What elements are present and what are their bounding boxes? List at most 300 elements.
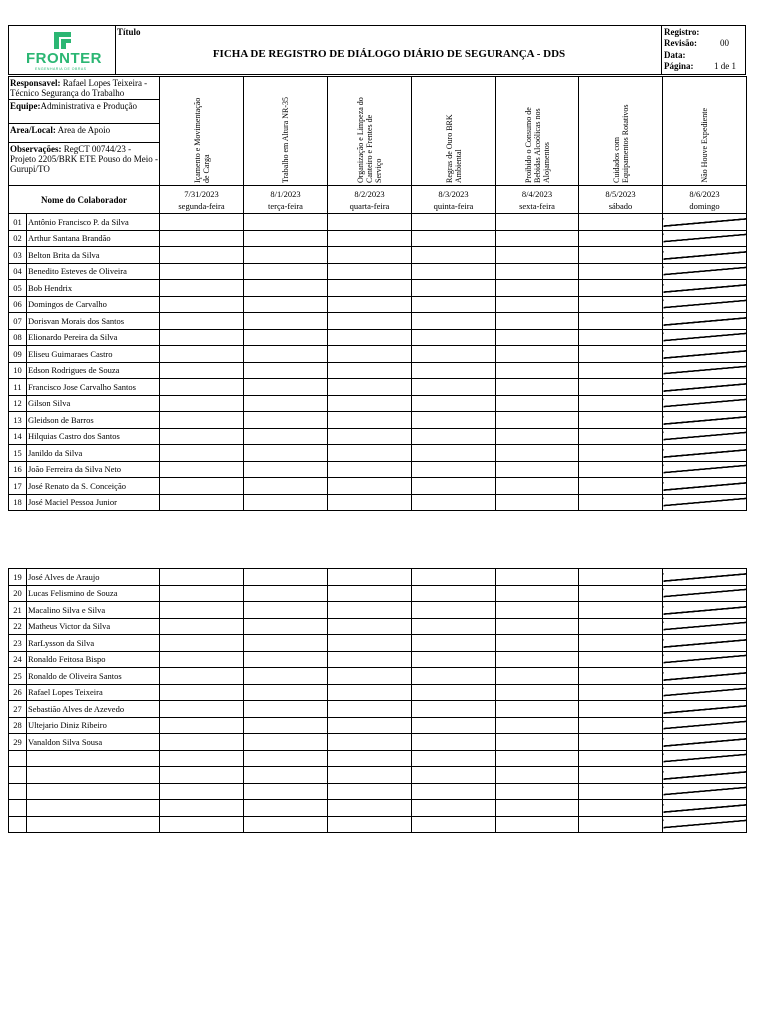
signature-cell[interactable] (496, 412, 579, 429)
signature-cell[interactable] (244, 263, 328, 280)
title-cell (116, 26, 662, 74)
signature-cell[interactable] (579, 602, 663, 619)
signature-cell[interactable] (328, 445, 412, 462)
signature-cell[interactable] (496, 296, 579, 313)
titulo-label: Título (117, 27, 141, 37)
signature-cell[interactable] (663, 214, 747, 231)
signature-cell[interactable] (496, 602, 579, 619)
table-row (9, 362, 747, 379)
signature-cell[interactable] (328, 717, 412, 734)
row-number: 06 (9, 296, 27, 313)
signature-cell[interactable] (663, 395, 747, 412)
row-number: 09 (9, 346, 27, 363)
signature-cell[interactable] (663, 783, 747, 800)
signature-cell[interactable] (160, 313, 244, 330)
employee-name (27, 800, 160, 817)
signature-cell[interactable] (496, 329, 579, 346)
signature-cell[interactable] (663, 461, 747, 478)
signature-cell[interactable] (328, 618, 412, 635)
signature-cell[interactable] (579, 346, 663, 363)
signature-cell[interactable] (663, 230, 747, 247)
signature-cell[interactable] (663, 701, 747, 718)
signature-cell[interactable] (496, 767, 579, 784)
table-row (9, 717, 747, 734)
signature-cell[interactable] (412, 701, 496, 718)
signature-cell[interactable] (663, 717, 747, 734)
signature-cell[interactable] (244, 412, 328, 429)
signature-cell[interactable] (663, 800, 747, 817)
signature-cell[interactable] (496, 800, 579, 817)
employee-name: Janildo da Silva (27, 445, 160, 462)
table-row (9, 701, 747, 718)
signature-cell[interactable] (244, 494, 328, 511)
signature-cell[interactable] (496, 445, 579, 462)
signature-cell[interactable] (160, 329, 244, 346)
signature-cell[interactable] (663, 445, 747, 462)
signature-cell[interactable] (663, 329, 747, 346)
signature-cell[interactable] (496, 635, 579, 652)
signature-cell[interactable] (244, 635, 328, 652)
signature-cell[interactable] (579, 635, 663, 652)
signature-cell[interactable] (579, 461, 663, 478)
signature-cell[interactable] (663, 602, 747, 619)
signature-cell[interactable] (579, 428, 663, 445)
signature-cell[interactable] (663, 651, 747, 668)
signature-cell[interactable] (160, 585, 244, 602)
employee-name: Dorisvan Morais dos Santos (27, 313, 160, 330)
signature-cell[interactable] (663, 362, 747, 379)
signature-cell[interactable] (579, 569, 663, 586)
signature-cell[interactable] (328, 635, 412, 652)
signature-cell[interactable] (496, 379, 579, 396)
signature-cell[interactable] (160, 280, 244, 297)
signature-cell[interactable] (244, 478, 328, 495)
row-number (9, 816, 27, 833)
signature-cell[interactable] (328, 214, 412, 231)
signature-cell[interactable] (496, 684, 579, 701)
signature-cell[interactable] (579, 230, 663, 247)
signature-cell[interactable] (496, 816, 579, 833)
row-number: 29 (9, 734, 27, 751)
signature-cell[interactable] (579, 717, 663, 734)
signature-cell[interactable] (663, 684, 747, 701)
signature-cell[interactable] (328, 783, 412, 800)
signature-cell[interactable] (579, 800, 663, 817)
signature-cell[interactable] (496, 734, 579, 751)
signature-cell[interactable] (496, 783, 579, 800)
signature-cell[interactable] (328, 412, 412, 429)
signature-cell[interactable] (412, 445, 496, 462)
signature-cell[interactable] (579, 701, 663, 718)
signature-cell[interactable] (244, 816, 328, 833)
signature-cell[interactable] (328, 428, 412, 445)
signature-cell[interactable] (412, 214, 496, 231)
signature-cell[interactable] (496, 569, 579, 586)
signature-cell[interactable] (328, 379, 412, 396)
signature-cell[interactable] (663, 734, 747, 751)
row-number: 01 (9, 214, 27, 231)
signature-cell[interactable] (328, 800, 412, 817)
employee-name: Matheus Victor da Silva (27, 618, 160, 635)
signature-cell[interactable] (496, 395, 579, 412)
row-number: 12 (9, 395, 27, 412)
signature-cell[interactable] (160, 668, 244, 685)
info-table (8, 76, 747, 214)
employee-name: Rafael Lopes Teixeira (27, 684, 160, 701)
signature-cell[interactable] (579, 362, 663, 379)
signature-cell[interactable] (160, 569, 244, 586)
signature-cell[interactable] (328, 478, 412, 495)
signature-cell[interactable] (244, 313, 328, 330)
signature-cell[interactable] (579, 684, 663, 701)
signature-cell[interactable] (496, 618, 579, 635)
signature-cell[interactable] (160, 214, 244, 231)
signature-cell[interactable] (160, 346, 244, 363)
row-number: 26 (9, 684, 27, 701)
table-row (9, 651, 747, 668)
signature-cell[interactable] (496, 717, 579, 734)
signature-cell[interactable] (663, 379, 747, 396)
signature-cell[interactable] (579, 412, 663, 429)
signature-cell[interactable] (496, 668, 579, 685)
signature-cell[interactable] (412, 230, 496, 247)
employee-name (27, 816, 160, 833)
signature-cell[interactable] (663, 346, 747, 363)
signature-cell[interactable] (328, 602, 412, 619)
signature-cell[interactable] (663, 247, 747, 264)
signature-cell[interactable] (160, 445, 244, 462)
signature-cell[interactable] (412, 569, 496, 586)
signature-cell[interactable] (328, 767, 412, 784)
signature-cell[interactable] (328, 668, 412, 685)
signature-cell[interactable] (160, 247, 244, 264)
row-number: 24 (9, 651, 27, 668)
signature-cell[interactable] (160, 717, 244, 734)
employee-name (27, 783, 160, 800)
signature-cell[interactable] (412, 816, 496, 833)
signature-cell[interactable] (244, 717, 328, 734)
row-number: 11 (9, 379, 27, 396)
signature-cell[interactable] (663, 296, 747, 313)
signature-cell[interactable] (412, 750, 496, 767)
signature-cell[interactable] (412, 428, 496, 445)
signature-cell[interactable] (160, 461, 244, 478)
signature-cell[interactable] (579, 585, 663, 602)
signature-cell[interactable] (663, 585, 747, 602)
signature-cell[interactable] (244, 445, 328, 462)
signature-cell[interactable] (579, 313, 663, 330)
signature-cell[interactable] (579, 263, 663, 280)
signature-cell[interactable] (328, 651, 412, 668)
row-number (9, 783, 27, 800)
signature-cell[interactable] (328, 346, 412, 363)
signature-cell[interactable] (244, 651, 328, 668)
signature-cell[interactable] (496, 313, 579, 330)
signature-cell[interactable] (496, 428, 579, 445)
signature-cell[interactable] (328, 585, 412, 602)
signature-cell[interactable] (160, 783, 244, 800)
signature-cell[interactable] (412, 734, 496, 751)
equipe-cell: Equipe:Administrativa e Produção (9, 100, 160, 124)
area-cell: Area/Local: Area de Apoio (9, 124, 160, 143)
signature-cell[interactable] (663, 280, 747, 297)
signature-cell[interactable] (244, 602, 328, 619)
responsavel-cell: Responsavel: Rafael Lopes Teixeira - Técnico Segurança do Trabalho (9, 77, 160, 100)
signature-cell[interactable] (412, 767, 496, 784)
signature-cell[interactable] (244, 214, 328, 231)
signature-cell[interactable] (328, 816, 412, 833)
signature-cell[interactable] (160, 395, 244, 412)
signature-cell[interactable] (328, 569, 412, 586)
signature-cell[interactable] (496, 230, 579, 247)
signature-cell[interactable] (579, 214, 663, 231)
pagina-label: Página: (664, 61, 694, 71)
signature-cell[interactable] (579, 816, 663, 833)
signature-cell[interactable] (412, 668, 496, 685)
signature-cell[interactable] (328, 329, 412, 346)
signature-cell[interactable] (663, 494, 747, 511)
data-label: Data: (664, 50, 686, 60)
form-header (8, 25, 746, 75)
signature-cell[interactable] (412, 618, 496, 635)
signature-cell[interactable] (160, 494, 244, 511)
signature-cell[interactable] (663, 313, 747, 330)
signature-cell[interactable] (663, 668, 747, 685)
day-2: 8/1/2023 terça-feira (244, 186, 328, 214)
signature-cell[interactable] (244, 783, 328, 800)
signature-cell[interactable] (160, 379, 244, 396)
signature-cell[interactable] (244, 569, 328, 586)
signature-cell[interactable] (496, 214, 579, 231)
signature-cell[interactable] (328, 734, 412, 751)
signature-cell[interactable] (579, 750, 663, 767)
signature-cell[interactable] (160, 651, 244, 668)
signature-cell[interactable] (244, 296, 328, 313)
signature-cell[interactable] (244, 767, 328, 784)
row-number: 03 (9, 247, 27, 264)
table-row (9, 734, 747, 751)
signature-cell[interactable] (160, 767, 244, 784)
signature-cell[interactable] (244, 668, 328, 685)
signature-cell[interactable] (244, 346, 328, 363)
signature-cell[interactable] (663, 412, 747, 429)
signature-cell[interactable] (663, 428, 747, 445)
signature-cell[interactable] (412, 494, 496, 511)
signature-cell[interactable] (160, 230, 244, 247)
signature-cell[interactable] (579, 494, 663, 511)
signature-cell[interactable] (328, 684, 412, 701)
signature-cell[interactable] (663, 569, 747, 586)
signature-cell[interactable] (496, 494, 579, 511)
signature-cell[interactable] (328, 247, 412, 264)
signature-cell[interactable] (579, 783, 663, 800)
signature-cell[interactable] (412, 783, 496, 800)
table-row (9, 478, 747, 495)
signature-cell[interactable] (579, 296, 663, 313)
signature-cell[interactable] (663, 618, 747, 635)
signature-cell[interactable] (496, 750, 579, 767)
signature-cell[interactable] (579, 618, 663, 635)
table-row (9, 247, 747, 264)
table-row (9, 428, 747, 445)
signature-cell[interactable] (160, 412, 244, 429)
roster-table-b (8, 568, 747, 833)
signature-cell[interactable] (496, 701, 579, 718)
signature-cell[interactable] (663, 635, 747, 652)
signature-cell[interactable] (328, 494, 412, 511)
employee-name: Lucas Felismino de Souza (27, 585, 160, 602)
page-title: FICHA DE REGISTRO DE DIÁLOGO DIÁRIO DE SEGURANÇA - DDS (212, 48, 566, 60)
signature-cell[interactable] (412, 280, 496, 297)
signature-cell[interactable] (412, 346, 496, 363)
table-row (9, 816, 747, 833)
signature-cell[interactable] (244, 461, 328, 478)
signature-cell[interactable] (328, 263, 412, 280)
signature-cell[interactable] (579, 280, 663, 297)
signature-cell[interactable] (663, 263, 747, 280)
table-row (9, 767, 747, 784)
signature-cell[interactable] (496, 346, 579, 363)
table-row (9, 329, 747, 346)
signature-cell[interactable] (579, 734, 663, 751)
signature-cell[interactable] (412, 329, 496, 346)
signature-cell[interactable] (579, 395, 663, 412)
signature-cell[interactable] (412, 461, 496, 478)
signature-cell[interactable] (412, 651, 496, 668)
signature-cell[interactable] (496, 247, 579, 264)
signature-cell[interactable] (496, 585, 579, 602)
signature-cell[interactable] (244, 395, 328, 412)
row-number: 17 (9, 478, 27, 495)
signature-cell[interactable] (579, 379, 663, 396)
signature-cell[interactable] (496, 461, 579, 478)
employee-name: Benedito Esteves de Oliveira (27, 263, 160, 280)
signature-cell[interactable] (244, 247, 328, 264)
signature-cell[interactable] (328, 296, 412, 313)
signature-cell[interactable] (160, 816, 244, 833)
employee-name: José Alves de Araujo (27, 569, 160, 586)
row-number (9, 800, 27, 817)
signature-cell[interactable] (663, 816, 747, 833)
signature-cell[interactable] (244, 362, 328, 379)
signature-cell[interactable] (160, 296, 244, 313)
signature-cell[interactable] (412, 296, 496, 313)
signature-cell[interactable] (160, 263, 244, 280)
signature-cell[interactable] (244, 379, 328, 396)
signature-cell[interactable] (412, 412, 496, 429)
signature-cell[interactable] (244, 230, 328, 247)
signature-cell[interactable] (328, 395, 412, 412)
signature-cell[interactable] (579, 767, 663, 784)
employee-name: João Ferreira da Silva Neto (27, 461, 160, 478)
signature-cell[interactable] (496, 478, 579, 495)
signature-cell[interactable] (328, 230, 412, 247)
signature-cell[interactable] (412, 263, 496, 280)
signature-cell[interactable] (160, 635, 244, 652)
day-6: 8/5/2023 sábado (579, 186, 663, 214)
topic-7: Não Houve Expediente (663, 77, 747, 186)
signature-cell[interactable] (496, 280, 579, 297)
signature-cell[interactable] (412, 379, 496, 396)
signature-cell[interactable] (412, 717, 496, 734)
signature-cell[interactable] (412, 478, 496, 495)
signature-cell[interactable] (412, 684, 496, 701)
signature-cell[interactable] (496, 362, 579, 379)
signature-cell[interactable] (496, 651, 579, 668)
signature-cell[interactable] (579, 329, 663, 346)
row-number: 13 (9, 412, 27, 429)
signature-cell[interactable] (412, 247, 496, 264)
signature-cell[interactable] (160, 362, 244, 379)
signature-cell[interactable] (412, 395, 496, 412)
signature-cell[interactable] (412, 585, 496, 602)
signature-cell[interactable] (579, 651, 663, 668)
signature-cell[interactable] (244, 428, 328, 445)
signature-cell[interactable] (328, 280, 412, 297)
row-number: 05 (9, 280, 27, 297)
table-row (9, 618, 747, 635)
signature-cell[interactable] (328, 313, 412, 330)
signature-cell[interactable] (663, 750, 747, 767)
signature-cell[interactable] (579, 478, 663, 495)
signature-cell[interactable] (412, 313, 496, 330)
signature-cell[interactable] (244, 585, 328, 602)
signature-cell[interactable] (244, 734, 328, 751)
signature-cell[interactable] (412, 635, 496, 652)
signature-cell[interactable] (244, 701, 328, 718)
signature-cell[interactable] (579, 247, 663, 264)
topic-2: Trabalho em Altura NR-35 (244, 77, 328, 186)
signature-cell[interactable] (663, 767, 747, 784)
signature-cell[interactable] (244, 800, 328, 817)
signature-cell[interactable] (244, 684, 328, 701)
employee-name: Ronaldo Feitosa Bispo (27, 651, 160, 668)
signature-cell[interactable] (160, 701, 244, 718)
registro-label: Registro: (664, 27, 700, 37)
signature-cell[interactable] (160, 478, 244, 495)
signature-cell[interactable] (412, 362, 496, 379)
signature-cell[interactable] (160, 684, 244, 701)
signature-cell[interactable] (160, 800, 244, 817)
signature-cell[interactable] (663, 478, 747, 495)
table-row (9, 668, 747, 685)
signature-cell[interactable] (328, 750, 412, 767)
employee-name: Francisco Jose Carvalho Santos (27, 379, 160, 396)
signature-cell[interactable] (328, 461, 412, 478)
row-number: 25 (9, 668, 27, 685)
signature-cell[interactable] (579, 445, 663, 462)
signature-cell[interactable] (160, 428, 244, 445)
signature-cell[interactable] (160, 734, 244, 751)
signature-cell[interactable] (244, 280, 328, 297)
signature-cell[interactable] (244, 750, 328, 767)
signature-cell[interactable] (244, 329, 328, 346)
table-row (9, 379, 747, 396)
signature-cell[interactable] (412, 800, 496, 817)
signature-cell[interactable] (328, 701, 412, 718)
topic-5: Proibido o Consumo de Bebidas Alcoólicas nos Alojamentos (496, 77, 579, 186)
signature-cell[interactable] (412, 602, 496, 619)
signature-cell[interactable] (579, 668, 663, 685)
signature-cell[interactable] (160, 750, 244, 767)
row-number: 15 (9, 445, 27, 462)
signature-cell[interactable] (244, 618, 328, 635)
employee-name: Ultejario Diniz Ribeiro (27, 717, 160, 734)
signature-cell[interactable] (328, 362, 412, 379)
signature-cell[interactable] (160, 618, 244, 635)
signature-cell[interactable] (496, 263, 579, 280)
signature-cell[interactable] (160, 602, 244, 619)
